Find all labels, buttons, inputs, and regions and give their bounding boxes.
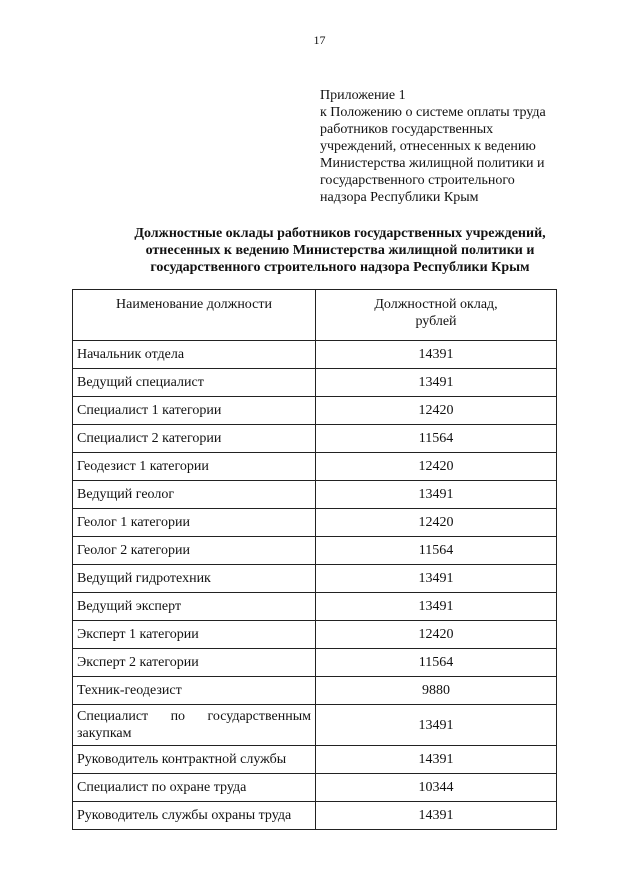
salary-value: 12420	[316, 509, 557, 537]
salary-value: 10344	[316, 774, 557, 802]
salary-value: 13491	[316, 705, 557, 746]
header-salary-line2: рублей	[415, 314, 457, 329]
appendix-line: Приложение 1	[320, 88, 406, 103]
page-number: 17	[313, 33, 326, 47]
position-name: Ведущий геолог	[73, 481, 316, 509]
salary-value: 12420	[316, 453, 557, 481]
salary-table	[72, 289, 557, 830]
salary-value: 14391	[316, 746, 557, 774]
salary-value: 13491	[316, 593, 557, 621]
table-row	[73, 509, 557, 537]
salary-value: 13491	[316, 565, 557, 593]
position-name: Специалист 1 категории	[73, 397, 316, 425]
appendix-line: работников государственных	[320, 122, 494, 137]
salary-value: 12420	[316, 621, 557, 649]
appendix-block	[320, 87, 580, 206]
position-name: Ведущий эксперт	[73, 593, 316, 621]
table-row	[73, 593, 557, 621]
table-row	[73, 369, 557, 397]
position-name: Специалист по государственным закупкам	[73, 705, 316, 746]
table-row	[73, 537, 557, 565]
table-row	[73, 677, 557, 705]
appendix-line: государственного строительного	[320, 173, 515, 188]
position-name: Геолог 2 категории	[73, 537, 316, 565]
table-row	[73, 565, 557, 593]
position-name: Техник-геодезист	[73, 677, 316, 705]
position-name: Геодезист 1 категории	[73, 453, 316, 481]
title-line: Должностные оклады работников государственных учреждений,	[134, 226, 546, 241]
table-row	[73, 397, 557, 425]
table-row	[73, 481, 557, 509]
table-row	[73, 774, 557, 802]
header-salary	[316, 290, 557, 341]
header-salary-line1: Должностной оклад,	[374, 297, 498, 312]
position-name: Начальник отдела	[73, 341, 316, 369]
title-line: государственного строительного надзора Республики Крым	[150, 260, 530, 275]
position-name: Специалист 2 категории	[73, 425, 316, 453]
position-name: Геолог 1 категории	[73, 509, 316, 537]
appendix-line: к Положению о системе оплаты труда	[320, 105, 546, 120]
appendix-line: надзора Республики Крым	[320, 190, 479, 205]
salary-value: 14391	[316, 802, 557, 830]
salary-value: 11564	[316, 425, 557, 453]
table-row	[73, 425, 557, 453]
document-title	[60, 225, 620, 276]
table-row	[73, 453, 557, 481]
salary-value: 11564	[316, 537, 557, 565]
table-row	[73, 802, 557, 830]
appendix-line: Министерства жилищной политики и	[320, 156, 545, 171]
salary-value: 14391	[316, 341, 557, 369]
appendix-line: учреждений, отнесенных к ведению	[320, 139, 536, 154]
table-row	[73, 341, 557, 369]
title-line: отнесенных к ведению Министерства жилищной политики и	[145, 243, 535, 258]
table-row	[73, 705, 557, 746]
position-name: Руководитель службы охраны труда	[73, 802, 316, 830]
table-row	[73, 746, 557, 774]
table-row	[73, 649, 557, 677]
position-name: Ведущий гидротехник	[73, 565, 316, 593]
position-name: Эксперт 1 категории	[73, 621, 316, 649]
table-header-row	[73, 290, 557, 341]
salary-value: 11564	[316, 649, 557, 677]
table-row	[73, 621, 557, 649]
header-position-name: Наименование должности	[73, 290, 316, 341]
position-name: Ведущий специалист	[73, 369, 316, 397]
salary-value: 12420	[316, 397, 557, 425]
salary-value: 13491	[316, 481, 557, 509]
salary-value: 9880	[316, 677, 557, 705]
position-name: Руководитель контрактной службы	[73, 746, 316, 774]
salary-value: 13491	[316, 369, 557, 397]
position-name: Эксперт 2 категории	[73, 649, 316, 677]
position-name: Специалист по охране труда	[73, 774, 316, 802]
